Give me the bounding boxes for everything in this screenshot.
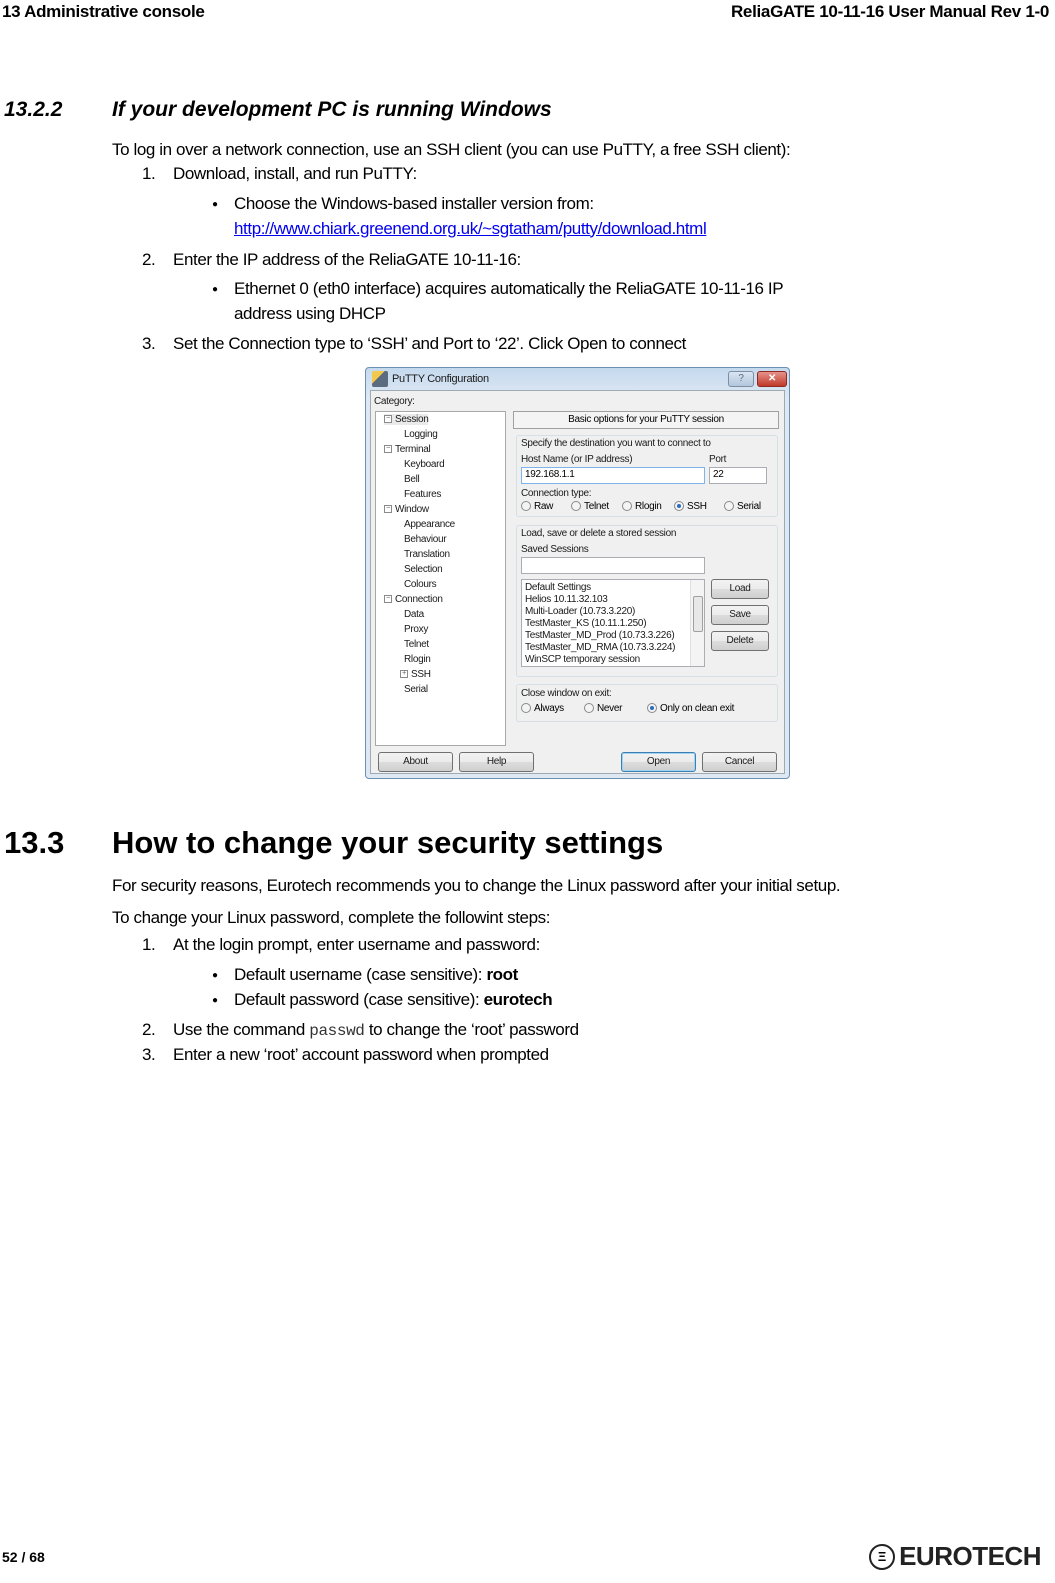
- radio-icon: [521, 703, 531, 713]
- close-title-button[interactable]: ✕: [757, 371, 787, 387]
- section-number: 13.3: [4, 825, 65, 860]
- radio-label: Telnet: [584, 501, 609, 512]
- bullet-icon: ●: [212, 283, 218, 295]
- header-manual-title: ReliaGATE 10-11-16 User Manual Rev 1-0: [730, 2, 1049, 21]
- putty-config-window: [365, 367, 790, 779]
- step-text: Use the command: [173, 1020, 310, 1039]
- tree-item-translation[interactable]: Translation: [404, 549, 450, 560]
- tree-item-ssh[interactable]: [400, 669, 431, 680]
- destination-group: [516, 435, 778, 517]
- radio-icon: [724, 501, 734, 511]
- step-text: Set the Connection type to ‘SSH’ and Port to ‘22’. Click Open to connect: [173, 334, 686, 353]
- tree-label: Window: [395, 504, 429, 515]
- tree-label: Session: [395, 414, 429, 425]
- collapse-icon[interactable]: −: [384, 595, 392, 603]
- radio-always[interactable]: [521, 703, 564, 714]
- bullet-text: Ethernet 0 (eth0 interface) acquires automatically the ReliaGATE 10-11-16 IP: [234, 279, 784, 298]
- radio-icon: [584, 703, 594, 713]
- radio-icon: [521, 501, 531, 511]
- section-title: If your development PC is running Windows: [112, 98, 552, 121]
- security-paragraph: For security reasons, Eurotech recommends you to change the Linux password after your initial setup.: [112, 876, 841, 895]
- tree-item-data[interactable]: Data: [404, 609, 424, 620]
- session-item[interactable]: TestMaster_KS (10.11.1.250): [525, 618, 647, 629]
- tree-item-colours[interactable]: Colours: [404, 579, 437, 590]
- delete-button[interactable]: Delete: [711, 631, 769, 651]
- radio-label: Never: [597, 703, 623, 714]
- tree-item-terminal[interactable]: [384, 444, 430, 455]
- bullet-installer: [212, 192, 706, 241]
- close-window-label: Close window on exit:: [521, 688, 612, 699]
- panel-header: Basic options for your PuTTY session: [513, 411, 779, 429]
- radio-selected-icon: [674, 501, 684, 511]
- bullet-text-continued: address using DHCP: [234, 303, 386, 323]
- steps-intro-paragraph: To change your Linux password, complete the followint steps:: [112, 908, 551, 927]
- header-chapter: 13 Administrative console: [2, 2, 205, 21]
- step-number: 3.: [142, 334, 156, 353]
- scrollbar-thumb[interactable]: [693, 596, 703, 632]
- putty-app-icon: [372, 371, 388, 387]
- help-button[interactable]: Help: [459, 752, 534, 772]
- step-text: Enter a new ‘root’ account password when prompted: [173, 1045, 549, 1064]
- window-title: PuTTY Configuration: [392, 373, 489, 385]
- bullet-ethernet: [212, 277, 783, 326]
- section-heading-13-3: [4, 825, 663, 861]
- radio-ssh[interactable]: [674, 501, 707, 512]
- step-text: Enter the IP address of the ReliaGATE 10-11-16:: [173, 250, 521, 269]
- radio-icon: [622, 501, 632, 511]
- bullet-icon: ●: [212, 198, 218, 210]
- port-input[interactable]: 22: [709, 467, 767, 484]
- saved-sessions-input[interactable]: [521, 557, 705, 574]
- cancel-button[interactable]: Cancel: [702, 752, 777, 772]
- page-number: 52 / 68: [2, 1549, 45, 1565]
- session-item[interactable]: TestMaster_MD_RMA (10.73.3.224): [525, 642, 676, 653]
- default-password: eurotech: [483, 990, 553, 1009]
- step-text: Download, install, and run PuTTY:: [173, 164, 417, 183]
- bullet-text: Choose the Windows-based installer version from:: [234, 194, 594, 213]
- tree-item-session[interactable]: [384, 414, 428, 425]
- radio-raw[interactable]: [521, 501, 553, 512]
- help-title-button[interactable]: ?: [728, 371, 754, 387]
- bullet-icon: ●: [212, 969, 218, 981]
- step-text: At the login prompt, enter username and password:: [173, 935, 540, 954]
- radio-never[interactable]: [584, 703, 622, 714]
- radio-rlogin[interactable]: [622, 501, 662, 512]
- sessions-group: [516, 525, 778, 677]
- section-heading-13-2-2: [4, 98, 552, 122]
- tree-item-proxy[interactable]: Proxy: [404, 624, 429, 635]
- radio-label: Raw: [534, 501, 554, 512]
- tree-item-appearance[interactable]: Appearance: [404, 519, 455, 530]
- radio-label: SSH: [687, 501, 707, 512]
- bullet-text: Default password (case sensitive):: [234, 990, 484, 1009]
- collapse-icon[interactable]: −: [384, 505, 392, 513]
- step-1: [142, 164, 417, 184]
- radio-label: Always: [534, 703, 564, 714]
- session-item[interactable]: Multi-Loader (10.73.3.220): [525, 606, 636, 617]
- security-step-1: [142, 935, 540, 955]
- radio-label: Only on clean exit: [660, 703, 735, 714]
- destination-group-label: Specify the destination you want to connect to: [521, 438, 711, 449]
- tree-label: Connection: [395, 594, 443, 605]
- open-button[interactable]: Open: [621, 752, 696, 772]
- tree-item-bell[interactable]: Bell: [404, 474, 420, 485]
- session-item[interactable]: WinSCP temporary session: [525, 654, 640, 665]
- step-3: [142, 334, 686, 354]
- category-label: Category:: [374, 396, 415, 407]
- sessions-list[interactable]: [521, 579, 705, 667]
- tree-label: SSH: [411, 669, 431, 680]
- tree-item-telnet[interactable]: Telnet: [404, 639, 429, 650]
- radio-serial[interactable]: [724, 501, 761, 512]
- saved-sessions-label: Saved Sessions: [521, 544, 589, 555]
- tree-item-window[interactable]: [384, 504, 429, 515]
- dialog-body: [370, 390, 785, 774]
- default-username: root: [486, 965, 518, 984]
- tree-item-rlogin[interactable]: Rlogin: [404, 654, 431, 665]
- security-step-3: [142, 1045, 549, 1065]
- save-button[interactable]: Save: [711, 605, 769, 625]
- bullet-icon: ●: [212, 994, 218, 1006]
- conn-type-label: Connection type:: [521, 488, 592, 499]
- section-title: How to change your security settings: [112, 825, 664, 860]
- tree-item-serial[interactable]: Serial: [404, 684, 428, 695]
- step-2: [142, 250, 521, 270]
- sessions-group-label: Load, save or delete a stored session: [521, 528, 677, 539]
- eurotech-logo-icon: Ξ: [869, 1544, 895, 1570]
- putty-download-link[interactable]: http://www.chiark.greenend.org.uk/~sgtatham/putty/download.html: [234, 218, 707, 238]
- passwd-command: passwd: [309, 1022, 365, 1040]
- radio-telnet[interactable]: [571, 501, 609, 512]
- expand-icon[interactable]: +: [400, 670, 408, 678]
- collapse-icon[interactable]: −: [384, 445, 392, 453]
- session-item[interactable]: TestMaster_MD_Prod (10.73.3.226): [525, 630, 675, 641]
- radio-icon: [571, 501, 581, 511]
- tree-label: Terminal: [395, 444, 431, 455]
- radio-label: Rlogin: [635, 501, 662, 512]
- tree-item-connection[interactable]: [384, 594, 443, 605]
- host-input[interactable]: 192.168.1.1: [521, 467, 705, 484]
- collapse-icon[interactable]: −: [384, 415, 392, 423]
- eurotech-logo-text: EUROTECH: [899, 1541, 1041, 1571]
- step-number: 2.: [142, 1020, 156, 1039]
- step-number: 1.: [142, 935, 156, 954]
- category-tree[interactable]: [375, 411, 506, 746]
- tree-item-behaviour[interactable]: Behaviour: [404, 534, 447, 545]
- tree-item-keyboard[interactable]: Keyboard: [404, 459, 445, 470]
- radio-selected-icon: [647, 703, 657, 713]
- host-label: Host Name (or IP address): [521, 454, 633, 465]
- step-number: 3.: [142, 1045, 156, 1064]
- security-step-2: [142, 1020, 579, 1040]
- section-number: 13.2.2: [4, 98, 63, 121]
- load-button[interactable]: Load: [711, 579, 769, 599]
- step-text: to change the ‘root’ password: [364, 1020, 579, 1039]
- session-item[interactable]: Helios 10.11.32.103: [525, 594, 608, 605]
- bullet-username: [212, 963, 518, 988]
- sessions-scrollbar[interactable]: [690, 580, 704, 666]
- about-button[interactable]: About: [378, 752, 453, 772]
- step-number: 1.: [142, 164, 156, 183]
- port-label: Port: [709, 454, 727, 465]
- radio-clean-exit[interactable]: [647, 703, 734, 714]
- eurotech-logo: [869, 1541, 1041, 1572]
- tree-item-selection[interactable]: Selection: [404, 564, 443, 575]
- tree-item-features[interactable]: Features: [404, 489, 442, 500]
- bullet-text: Default username (case sensitive):: [234, 965, 487, 984]
- tree-item-logging[interactable]: Logging: [404, 429, 438, 440]
- intro-paragraph: To log in over a network connection, use an SSH client (you can use PuTTY, a free SSH client):: [112, 140, 791, 159]
- close-window-group: [516, 684, 778, 722]
- radio-label: Serial: [737, 501, 761, 512]
- step-number: 2.: [142, 250, 156, 269]
- bullet-password: [212, 988, 552, 1013]
- session-item[interactable]: Default Settings: [525, 582, 591, 593]
- title-bar: [366, 368, 789, 390]
